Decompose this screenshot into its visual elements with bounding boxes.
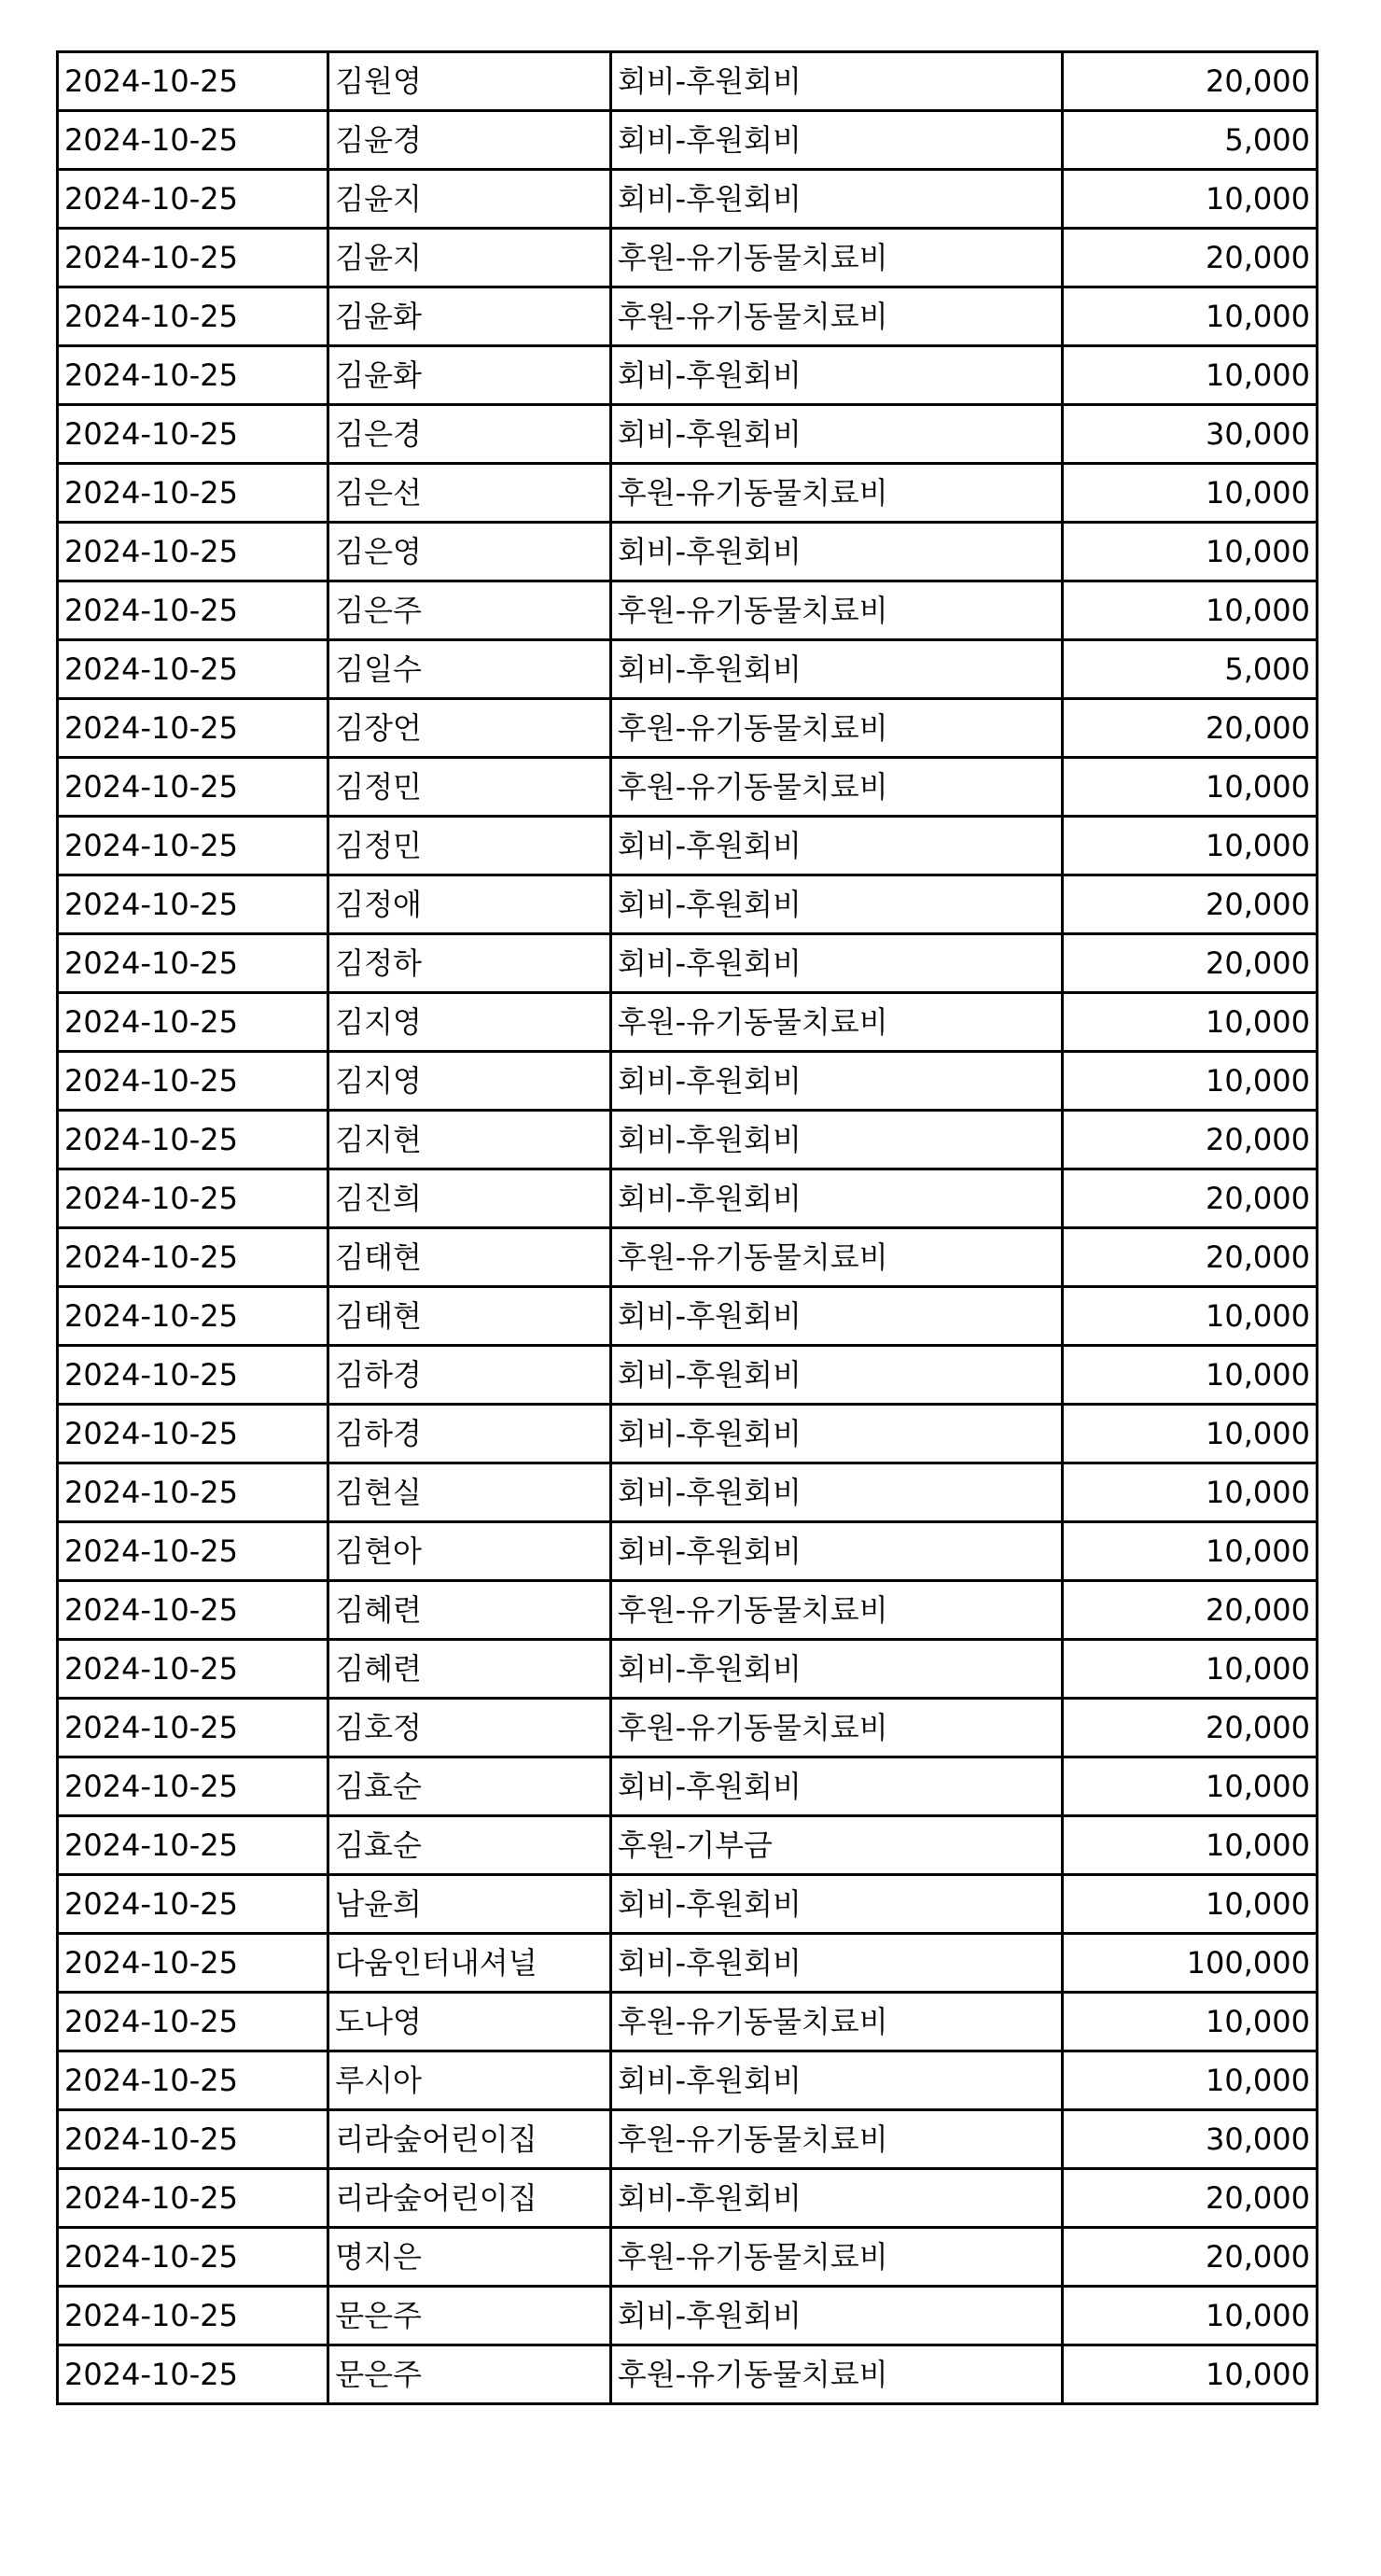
name-cell: 김현실 <box>328 1463 611 1522</box>
category-cell: 회비-후원회비 <box>610 2287 1062 2345</box>
table-row <box>58 817 1318 875</box>
date-cell: 2024-10-25 <box>58 1581 328 1640</box>
date-cell: 2024-10-25 <box>58 346 328 405</box>
amount-cell: 10,000 <box>1063 346 1318 405</box>
date-cell: 2024-10-25 <box>58 523 328 581</box>
amount-cell: 20,000 <box>1063 1111 1318 1169</box>
name-cell: 김장언 <box>328 699 611 758</box>
date-cell: 2024-10-25 <box>58 1993 328 2051</box>
amount-cell: 20,000 <box>1063 699 1318 758</box>
amount-cell: 20,000 <box>1063 875 1318 934</box>
date-cell: 2024-10-25 <box>58 52 328 111</box>
name-cell: 김정민 <box>328 758 611 817</box>
date-cell: 2024-10-25 <box>58 1640 328 1699</box>
amount-cell: 20,000 <box>1063 2228 1318 2287</box>
name-cell: 김은경 <box>328 405 611 464</box>
table-row <box>58 170 1318 229</box>
table-row <box>58 1463 1318 1522</box>
name-cell: 김효순 <box>328 1757 611 1816</box>
amount-cell: 10,000 <box>1063 2345 1318 2404</box>
table-row <box>58 1699 1318 1757</box>
table-row <box>58 1287 1318 1346</box>
amount-cell: 100,000 <box>1063 1934 1318 1993</box>
name-cell: 문은주 <box>328 2345 611 2404</box>
amount-cell: 20,000 <box>1063 229 1318 287</box>
amount-cell: 10,000 <box>1063 2051 1318 2110</box>
amount-cell: 20,000 <box>1063 934 1318 993</box>
category-cell: 후원-유기동물치료비 <box>610 699 1062 758</box>
table-row <box>58 287 1318 346</box>
table-row <box>58 640 1318 699</box>
name-cell: 김정애 <box>328 875 611 934</box>
table-row <box>58 523 1318 581</box>
amount-cell: 10,000 <box>1063 581 1318 640</box>
table-row <box>58 1816 1318 1875</box>
donation-ledger-table <box>56 50 1318 2405</box>
table-row <box>58 229 1318 287</box>
amount-cell: 10,000 <box>1063 1816 1318 1875</box>
table-row <box>58 1346 1318 1405</box>
category-cell: 회비-후원회비 <box>610 2051 1062 2110</box>
date-cell: 2024-10-25 <box>58 934 328 993</box>
table-row <box>58 464 1318 523</box>
table-row <box>58 1169 1318 1228</box>
date-cell: 2024-10-25 <box>58 1757 328 1816</box>
amount-cell: 10,000 <box>1063 1640 1318 1699</box>
category-cell: 후원-유기동물치료비 <box>610 2110 1062 2169</box>
name-cell: 김윤지 <box>328 229 611 287</box>
table-row <box>58 875 1318 934</box>
table-row <box>58 2228 1318 2287</box>
date-cell: 2024-10-25 <box>58 1405 328 1463</box>
name-cell: 김호정 <box>328 1699 611 1757</box>
category-cell: 회비-후원회비 <box>610 405 1062 464</box>
table-row <box>58 111 1318 170</box>
category-cell: 회비-후원회비 <box>610 1052 1062 1111</box>
name-cell: 리라숲어린이집 <box>328 2110 611 2169</box>
date-cell: 2024-10-25 <box>58 1169 328 1228</box>
category-cell: 회비-후원회비 <box>610 523 1062 581</box>
category-cell: 후원-기부금 <box>610 1816 1062 1875</box>
category-cell: 회비-후원회비 <box>610 1640 1062 1699</box>
amount-cell: 30,000 <box>1063 405 1318 464</box>
date-cell: 2024-10-25 <box>58 640 328 699</box>
name-cell: 루시아 <box>328 2051 611 2110</box>
date-cell: 2024-10-25 <box>58 1522 328 1581</box>
amount-cell: 10,000 <box>1063 170 1318 229</box>
category-cell: 회비-후원회비 <box>610 1757 1062 1816</box>
category-cell: 회비-후원회비 <box>610 2169 1062 2228</box>
name-cell: 김윤지 <box>328 170 611 229</box>
category-cell: 회비-후원회비 <box>610 52 1062 111</box>
amount-cell: 10,000 <box>1063 758 1318 817</box>
amount-cell: 20,000 <box>1063 1699 1318 1757</box>
category-cell: 후원-유기동물치료비 <box>610 1993 1062 2051</box>
date-cell: 2024-10-25 <box>58 2110 328 2169</box>
amount-cell: 10,000 <box>1063 1463 1318 1522</box>
date-cell: 2024-10-25 <box>58 1934 328 1993</box>
name-cell: 김하경 <box>328 1405 611 1463</box>
amount-cell: 10,000 <box>1063 817 1318 875</box>
amount-cell: 10,000 <box>1063 464 1318 523</box>
amount-cell: 20,000 <box>1063 1581 1318 1640</box>
table-row <box>58 405 1318 464</box>
date-cell: 2024-10-25 <box>58 581 328 640</box>
category-cell: 회비-후원회비 <box>610 1875 1062 1934</box>
name-cell: 김윤화 <box>328 287 611 346</box>
table-row <box>58 1228 1318 1287</box>
name-cell: 김혜련 <box>328 1581 611 1640</box>
category-cell: 후원-유기동물치료비 <box>610 287 1062 346</box>
date-cell: 2024-10-25 <box>58 287 328 346</box>
date-cell: 2024-10-25 <box>58 699 328 758</box>
category-cell: 후원-유기동물치료비 <box>610 581 1062 640</box>
category-cell: 회비-후원회비 <box>610 1405 1062 1463</box>
name-cell: 김효순 <box>328 1816 611 1875</box>
category-cell: 회비-후원회비 <box>610 1463 1062 1522</box>
date-cell: 2024-10-25 <box>58 2228 328 2287</box>
name-cell: 김은주 <box>328 581 611 640</box>
amount-cell: 10,000 <box>1063 1875 1318 1934</box>
date-cell: 2024-10-25 <box>58 1699 328 1757</box>
name-cell: 명지은 <box>328 2228 611 2287</box>
date-cell: 2024-10-25 <box>58 1463 328 1522</box>
date-cell: 2024-10-25 <box>58 1346 328 1405</box>
name-cell: 김지영 <box>328 1052 611 1111</box>
date-cell: 2024-10-25 <box>58 405 328 464</box>
date-cell: 2024-10-25 <box>58 229 328 287</box>
name-cell: 김혜련 <box>328 1640 611 1699</box>
table-row <box>58 1875 1318 1934</box>
table-row <box>58 2110 1318 2169</box>
amount-cell: 20,000 <box>1063 2169 1318 2228</box>
name-cell: 도나영 <box>328 1993 611 2051</box>
date-cell: 2024-10-25 <box>58 464 328 523</box>
table-row <box>58 699 1318 758</box>
date-cell: 2024-10-25 <box>58 2169 328 2228</box>
table-row <box>58 2051 1318 2110</box>
date-cell: 2024-10-25 <box>58 1111 328 1169</box>
date-cell: 2024-10-25 <box>58 2287 328 2345</box>
name-cell: 김진희 <box>328 1169 611 1228</box>
category-cell: 후원-유기동물치료비 <box>610 1228 1062 1287</box>
amount-cell: 10,000 <box>1063 1052 1318 1111</box>
name-cell: 김지현 <box>328 1111 611 1169</box>
date-cell: 2024-10-25 <box>58 170 328 229</box>
date-cell: 2024-10-25 <box>58 1816 328 1875</box>
category-cell: 회비-후원회비 <box>610 1346 1062 1405</box>
table-row <box>58 1640 1318 1699</box>
category-cell: 후원-유기동물치료비 <box>610 2345 1062 2404</box>
amount-cell: 10,000 <box>1063 1405 1318 1463</box>
amount-cell: 20,000 <box>1063 52 1318 111</box>
category-cell: 회비-후원회비 <box>610 640 1062 699</box>
name-cell: 리라숲어린이집 <box>328 2169 611 2228</box>
amount-cell: 5,000 <box>1063 111 1318 170</box>
table-row <box>58 758 1318 817</box>
amount-cell: 20,000 <box>1063 1169 1318 1228</box>
date-cell: 2024-10-25 <box>58 1287 328 1346</box>
table-row <box>58 1581 1318 1640</box>
table-row <box>58 2287 1318 2345</box>
category-cell: 회비-후원회비 <box>610 111 1062 170</box>
table-row <box>58 1052 1318 1111</box>
category-cell: 회비-후원회비 <box>610 1934 1062 1993</box>
table-row <box>58 581 1318 640</box>
name-cell: 김은영 <box>328 523 611 581</box>
amount-cell: 10,000 <box>1063 1346 1318 1405</box>
table-row <box>58 2169 1318 2228</box>
table-row <box>58 1111 1318 1169</box>
name-cell: 김은선 <box>328 464 611 523</box>
category-cell: 후원-유기동물치료비 <box>610 1699 1062 1757</box>
date-cell: 2024-10-25 <box>58 1228 328 1287</box>
table-row <box>58 1934 1318 1993</box>
category-cell: 후원-유기동물치료비 <box>610 229 1062 287</box>
name-cell: 다움인터내셔널 <box>328 1934 611 1993</box>
name-cell: 김정민 <box>328 817 611 875</box>
category-cell: 회비-후원회비 <box>610 170 1062 229</box>
category-cell: 회비-후원회비 <box>610 1111 1062 1169</box>
name-cell: 김태현 <box>328 1228 611 1287</box>
name-cell: 김태현 <box>328 1287 611 1346</box>
category-cell: 회비-후원회비 <box>610 817 1062 875</box>
name-cell: 문은주 <box>328 2287 611 2345</box>
amount-cell: 5,000 <box>1063 640 1318 699</box>
name-cell: 김일수 <box>328 640 611 699</box>
table-row <box>58 1522 1318 1581</box>
category-cell: 회비-후원회비 <box>610 934 1062 993</box>
table-row <box>58 52 1318 111</box>
ledger-body <box>58 52 1318 2404</box>
category-cell: 회비-후원회비 <box>610 875 1062 934</box>
amount-cell: 10,000 <box>1063 287 1318 346</box>
amount-cell: 10,000 <box>1063 1993 1318 2051</box>
table-row <box>58 993 1318 1052</box>
category-cell: 후원-유기동물치료비 <box>610 758 1062 817</box>
date-cell: 2024-10-25 <box>58 1052 328 1111</box>
date-cell: 2024-10-25 <box>58 111 328 170</box>
name-cell: 김윤경 <box>328 111 611 170</box>
date-cell: 2024-10-25 <box>58 993 328 1052</box>
name-cell: 남윤희 <box>328 1875 611 1934</box>
date-cell: 2024-10-25 <box>58 2345 328 2404</box>
amount-cell: 20,000 <box>1063 1228 1318 1287</box>
amount-cell: 10,000 <box>1063 1757 1318 1816</box>
name-cell: 김원영 <box>328 52 611 111</box>
table-row <box>58 1757 1318 1816</box>
date-cell: 2024-10-25 <box>58 875 328 934</box>
table-row <box>58 1993 1318 2051</box>
amount-cell: 10,000 <box>1063 1287 1318 1346</box>
date-cell: 2024-10-25 <box>58 817 328 875</box>
name-cell: 김정하 <box>328 934 611 993</box>
amount-cell: 10,000 <box>1063 523 1318 581</box>
table-row <box>58 346 1318 405</box>
category-cell: 회비-후원회비 <box>610 1169 1062 1228</box>
category-cell: 회비-후원회비 <box>610 1522 1062 1581</box>
category-cell: 회비-후원회비 <box>610 346 1062 405</box>
category-cell: 회비-후원회비 <box>610 1287 1062 1346</box>
amount-cell: 10,000 <box>1063 1522 1318 1581</box>
category-cell: 후원-유기동물치료비 <box>610 993 1062 1052</box>
name-cell: 김하경 <box>328 1346 611 1405</box>
amount-cell: 10,000 <box>1063 2287 1318 2345</box>
amount-cell: 30,000 <box>1063 2110 1318 2169</box>
table-row <box>58 934 1318 993</box>
name-cell: 김지영 <box>328 993 611 1052</box>
name-cell: 김윤화 <box>328 346 611 405</box>
table-row <box>58 1405 1318 1463</box>
date-cell: 2024-10-25 <box>58 758 328 817</box>
category-cell: 후원-유기동물치료비 <box>610 464 1062 523</box>
category-cell: 후원-유기동물치료비 <box>610 1581 1062 1640</box>
date-cell: 2024-10-25 <box>58 2051 328 2110</box>
table-row <box>58 2345 1318 2404</box>
category-cell: 후원-유기동물치료비 <box>610 2228 1062 2287</box>
name-cell: 김현아 <box>328 1522 611 1581</box>
date-cell: 2024-10-25 <box>58 1875 328 1934</box>
amount-cell: 10,000 <box>1063 993 1318 1052</box>
